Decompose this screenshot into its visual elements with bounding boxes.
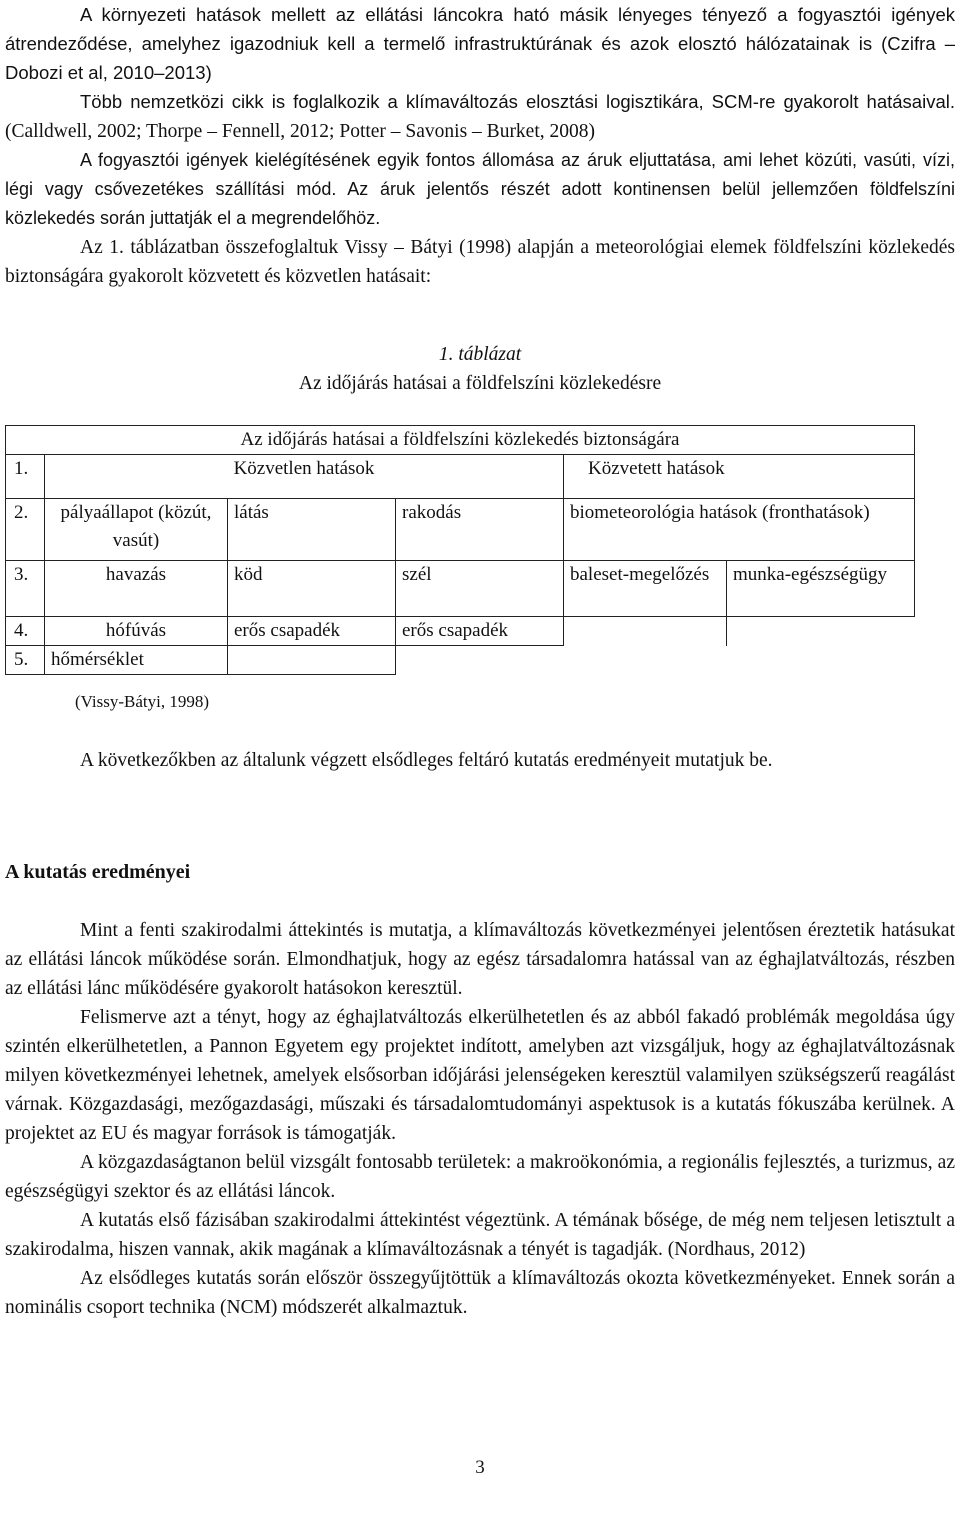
table-row	[6, 455, 915, 499]
table-cell-empty	[727, 646, 915, 675]
table-cell: baleset-megelőzés	[564, 561, 727, 617]
paragraph-international-articles	[5, 87, 955, 146]
table-cell-empty	[727, 617, 915, 646]
table-caption-number: 1. táblázat	[438, 344, 522, 365]
weather-effects-table	[5, 425, 915, 675]
table-source: (Vissy-Bátyi, 1998)	[75, 692, 210, 711]
paragraph-transition: A következőkben az általunk végzett elsődleges feltáró kutatás eredményeit mutatjuk be.	[80, 750, 773, 771]
table-cell-num: 4.	[6, 617, 45, 646]
table-header-cell: Az időjárás hatásai a földfelszíni közlekedés biztonságára	[6, 426, 915, 455]
table-cell-direct-effects: Közvetlen hatások	[45, 455, 564, 499]
paragraph-results-2: Felismerve azt a tényt, hogy az éghajlatváltozás elkerülhetetlen és az abból fakadó problémák megoldása úgy szintén elkerülhetetlen, a Pannon Egyetem egy projektet indított, amelyben azt vizsgáljuk, hogy az éghajlatváltozásnak milyen következményei lehetnek, amelyek elsősorban időjárási jelenségeken keresztül valamilyen szükségszerű reagálást várnak. Közgazdasági, mezőgazdasági, műszaki és társadalomtudományi aspektusok is a kutatás fókuszába kerülnek. A projektet az EU és magyar források is támogatják.	[5, 1007, 955, 1144]
table-cell-num: 1.	[6, 455, 45, 499]
paragraph-consumer-needs: A fogyasztói igények kielégítésének egyik fontos állomása az áruk eljuttatása, ami lehet közúti, vasúti, vízi, légi vagy csővezetékes szállítási mód. Az áruk jelentős részét adott kontinensen belül jellemzően földfelszíni közlekedés során juttatják el a megrendelőhöz.	[5, 150, 955, 228]
table-cell-num: 2.	[6, 499, 45, 561]
table-cell: havazás	[45, 561, 228, 617]
table-cell: munka-egészségügy	[727, 561, 915, 617]
table-cell: köd	[228, 561, 396, 617]
table-cell: biometeorológia hatások (fronthatások)	[564, 499, 915, 561]
table-cell-empty	[396, 646, 564, 675]
paragraph-supply-chain: A környezeti hatások mellett az ellátási láncokra ható másik lényeges tényező a fogyasztói igények átrendeződése, amelyhez igazodniuk kell a termelő infrastruktúrának és azok elosztó hálózatainak is (Czifra – Dobozi et al, 2010–2013)	[5, 4, 955, 83]
paragraph-results-4: A kutatás első fázisában szakirodalmi áttekintést végeztünk. A témának bősége, de még nem teljesen letisztult a szakirodalma, hiszen vannak, akik magának a klímaváltozásnak a tényét is tagadják. (Nordhaus, 2012)	[5, 1210, 955, 1260]
table-cell-num: 3.	[6, 561, 45, 617]
table-cell: erős csapadék	[228, 617, 396, 646]
table-cell: pályaállapot (közút, vasút)	[45, 499, 228, 561]
table-cell: rakodás	[396, 499, 564, 561]
table-row	[6, 646, 915, 675]
table-row	[6, 426, 915, 455]
table-row	[6, 617, 915, 646]
table-cell-empty	[564, 646, 727, 675]
paragraph-international-articles-citation: (Calldwell, 2002; Thorpe – Fennell, 2012; Potter – Savonis – Burket, 2008)	[5, 121, 595, 142]
paragraph-results-3: A közgazdaságtanon belül vizsgált fontosabb területek: a makroökonómia, a regionális fejlesztés, a turizmus, az egészségügyi szektor és az ellátási láncok.	[5, 1152, 955, 1202]
table-cell: szél	[396, 561, 564, 617]
table-row	[6, 561, 915, 617]
section-heading: A kutatás eredményei	[5, 861, 191, 883]
table-cell-num: 5.	[6, 646, 45, 675]
paragraph-results-5: Az elsődleges kutatás során először összegyűjtöttük a klímaváltozás okozta következményeket. Ennek során a nominális csoport technika (NCM) módszerét alkalmaztuk.	[5, 1268, 955, 1318]
table-caption-title: Az időjárás hatásai a földfelszíni közlekedésre	[298, 373, 662, 394]
table-cell-empty	[564, 617, 727, 646]
paragraph-results-1: Mint a fenti szakirodalmi áttekintés is mutatja, a klímaváltozás következményei jelentősen éreztetik hatásukat az ellátási láncok működése során. Elmondhatjuk, hogy az egész társadalomra hatással van az éghajlatváltozás, részben az ellátási lánc működésére gyakorolt hatásokon keresztül.	[5, 920, 955, 999]
table-cell: látás	[228, 499, 396, 561]
page-number: 3	[475, 1457, 485, 1478]
table-row	[6, 499, 915, 561]
table-cell: erős csapadék	[396, 617, 564, 646]
table-cell-empty	[228, 646, 396, 675]
table-cell: hőmérséklet	[45, 646, 228, 675]
table-cell: hófúvás	[45, 617, 228, 646]
paragraph-international-articles-text: Több nemzetközi cikk is foglalkozik a klímaváltozás elosztási logisztikára, SCM-re gyakorolt hatásaival.	[80, 91, 955, 112]
paragraph-table-intro: Az 1. táblázatban összefoglaltuk Vissy – Bátyi (1998) alapján a meteorológiai elemek földfelszíni közlekedés biztonságára gyakorolt közvetett és közvetlen hatásait:	[5, 237, 955, 287]
table-cell-indirect-effects: Közvetett hatások	[564, 455, 915, 499]
